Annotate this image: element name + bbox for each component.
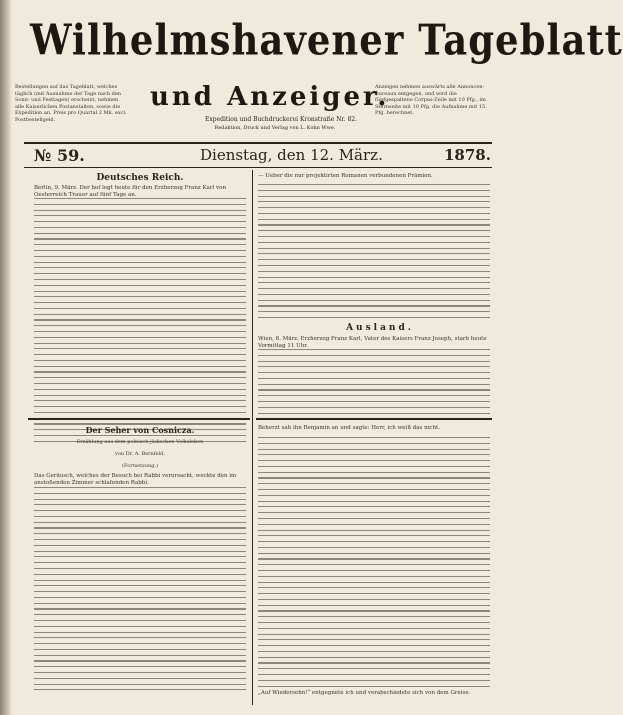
right-column-text [258, 184, 490, 323]
column-divider [252, 170, 253, 705]
publisher-line-2: Redaktion, Druck und Verlag von L. Kohn Wwe. [214, 125, 336, 131]
right-section-heading: Ausland. [346, 323, 414, 333]
masthead-subtitle: und Anzeiger. [150, 82, 390, 112]
feuilleton-continuation: (Fortsetzung.) [122, 463, 158, 469]
feuilleton-author: von Dr. A. Bernfeld. [115, 451, 165, 457]
left-column-text [34, 198, 246, 447]
feuilleton-text [34, 487, 246, 695]
issue-number: № 59. [34, 146, 85, 165]
left-section-heading: Deutsches Reich. [96, 173, 184, 183]
ausland-text [258, 349, 490, 418]
date-rule [24, 167, 492, 168]
feuilleton-subtitle: Erzählung aus dem polnisch-jüdischen Volksleben [76, 439, 204, 445]
subscription-notice: Bestellungen auf das Tageblatt, welches täglich (mit Ausnahme der Tage nach den Sonn- und Festtagen) erscheint, nehmen alle Kaiserlichen Postanstalten, sowie die Expedition an. Preis pro Quartal 2 Mk. excl. Postbestellgeld. [15, 84, 127, 123]
top-rule [24, 142, 492, 144]
masthead-title: Wilhelmshavener Tageblatt [30, 14, 623, 65]
feuilleton-title: Der Seher von Cosnicza. [85, 425, 195, 435]
feuilleton-first-line: Das Geräusch, welches der Besuch bei Rabbi verursacht, weckte den im anstoßenden Zimmer schlafenden Rabbi. [34, 473, 237, 486]
issue-year: 1878. [444, 146, 491, 164]
publisher-line: Expedition und Buchdruckerei Kronstraße Nr. 82. [205, 116, 358, 123]
right-lower-last-line: „Auf Wiedersehn!“ entgegnete ich und verabschiedete sich von dem Greise. [258, 690, 471, 696]
right-lower-first-line: Beherzt sah ihn Benjamin an und sagte: Herr, ich weiß das nicht. [258, 425, 440, 431]
left-intro-text: Berlin, 9. März. Der hof legt heute für den Erzherzog Franz Karl von Oesterreich Trauer auf fünf Tage an. [34, 185, 227, 198]
right-lower-text [258, 437, 490, 691]
right-top-line: — Ueber die nur projektirten Romanen verbundenen Prämien. [258, 173, 433, 179]
right-intro-text: Wien, 8. März. Erzherzog Franz Karl, Vater des Kaisers Franz Joseph, starb heute Vormittag 11 Uhr. [258, 336, 487, 349]
right-feuilleton-rule [256, 418, 492, 420]
issue-date: Dienstag, den 12. März. [200, 146, 383, 164]
advertisement-notice: Anzeigen nehmen auswärts alle Annoncen-Bureaux entgegen, und wird die fünfgespaltene Corpus-Zeile mit 10 Pfg., im Sternseite mit 10 Pfg. die Aufnahme mit 15 Pfg. berechnet. [375, 84, 486, 116]
feuilleton-rule [28, 418, 250, 420]
binding-edge [0, 0, 12, 715]
